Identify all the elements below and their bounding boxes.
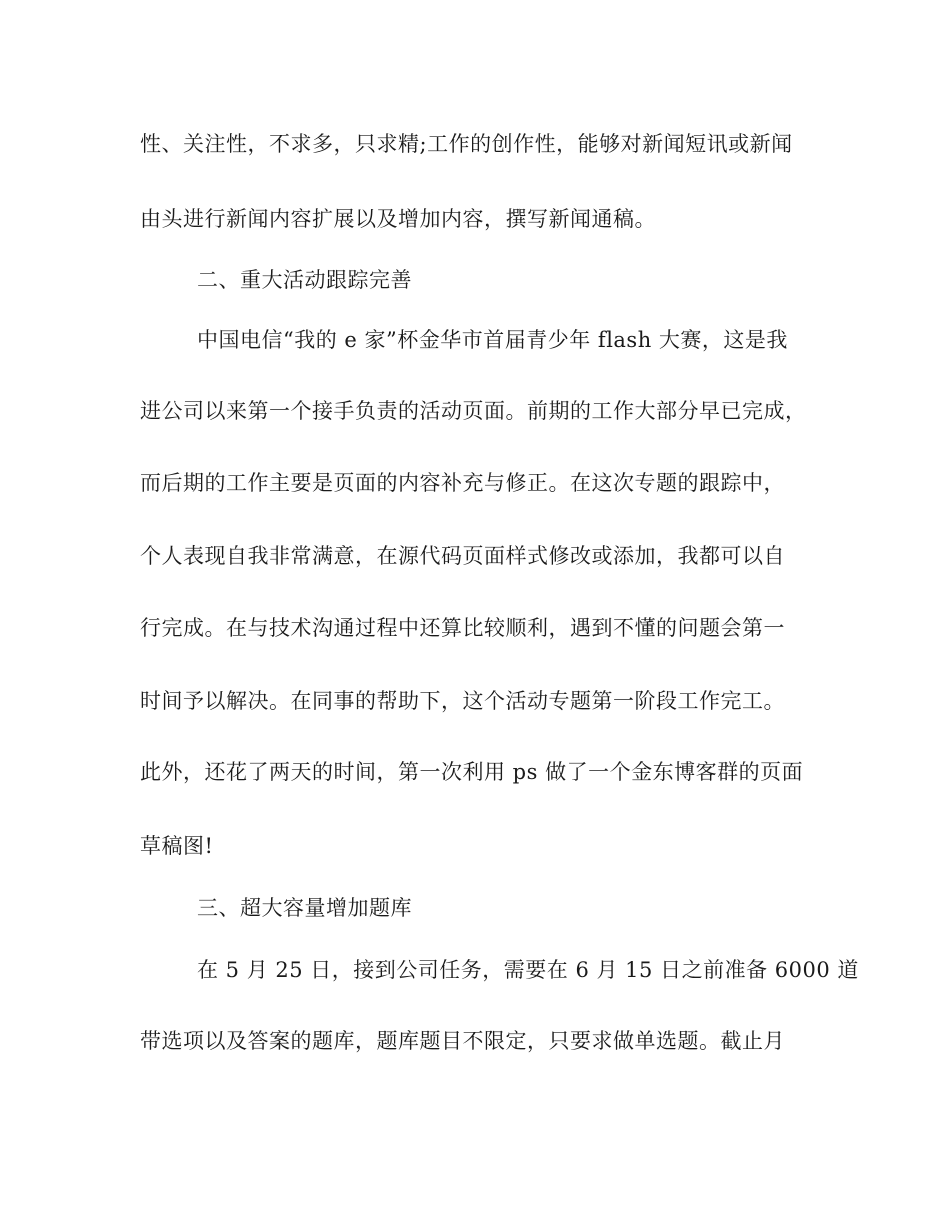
paragraph-line: 中国电信“我的 e 家”杯金华市首届青少年 flash 大赛，这是我 bbox=[197, 328, 788, 352]
section-heading: 二、重大活动跟踪完善 bbox=[197, 268, 412, 292]
paragraph-line: 此外，还花了两天的时间，第一次利用 ps 做了一个金东博客群的页面 bbox=[140, 760, 804, 784]
paragraph-line: 行完成。在与技术沟通过程中还算比较顺利，遇到不懂的问题会第一 bbox=[140, 616, 785, 640]
paragraph-line: 草稿图! bbox=[140, 834, 214, 858]
paragraph-line: 在 5 月 25 日，接到公司任务，需要在 6 月 15 日之前准备 6000 道 bbox=[197, 958, 859, 982]
paragraph-line: 进公司以来第一个接手负责的活动页面。前期的工作大部分早已完成， bbox=[140, 399, 807, 423]
paragraph-line: 由头进行新闻内容扩展以及增加内容，撰写新闻通稿。 bbox=[140, 207, 656, 231]
paragraph-line: 而后期的工作主要是页面的内容补充与修正。在这次专题的跟踪中， bbox=[140, 471, 785, 495]
paragraph-line: 带选项以及答案的题库，题库题目不限定，只要求做单选题。截止月 bbox=[140, 1029, 785, 1053]
paragraph-line: 性、关注性，不求多，只求精;工作的创作性，能够对新闻短讯或新闻 bbox=[140, 132, 793, 156]
paragraph-line: 时间予以解决。在同事的帮助下，这个活动专题第一阶段工作完工。 bbox=[140, 689, 785, 713]
paragraph-line: 个人表现自我非常满意，在源代码页面样式修改或添加，我都可以自 bbox=[140, 544, 785, 568]
section-heading: 三、超大容量增加题库 bbox=[197, 896, 412, 920]
